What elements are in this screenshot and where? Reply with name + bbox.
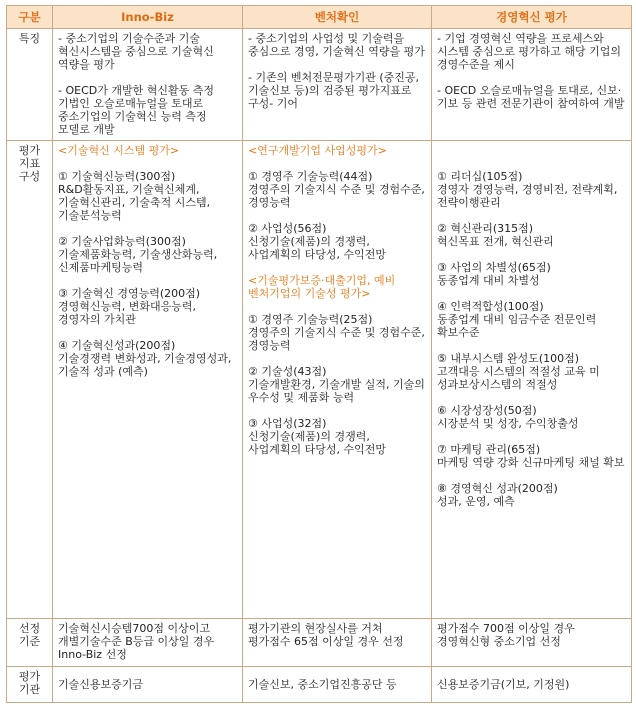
innobiz-item-3-title: ③ 기술혁신 경영능력(200점) <box>58 287 201 300</box>
innobiz-item-4-desc: 기술경쟁력 변화성과, 기술경영성과, 기술적 성과 (예측) <box>58 352 232 378</box>
cell-indicators-venture <box>243 141 432 619</box>
cell-indicators-mgmt <box>432 141 632 619</box>
cell-features-venture <box>243 29 432 141</box>
features-innobiz-line3: - OECD가 개발한 혁신활동 측정 기법인 오슬로매뉴얼을 토대로 중소기업의 기술혁신 능력 측정 모델로 개발 <box>58 84 214 136</box>
cell-features-mgmt <box>432 29 632 141</box>
row-features <box>7 29 632 141</box>
venture-s2-item-1-desc: 경영주의 기술지식 수준 및 경험수준, 경영능력 <box>248 326 425 352</box>
criteria-label-1: 선정 <box>18 622 41 635</box>
venture-s1-item-2-desc: 신청기술(제품)의 경쟁력, 사업계획의 타당성, 수익전망 <box>248 235 387 261</box>
venture-s1-item-1-desc: 경영주의 기술지식 수준 및 경험수준, 경영능력 <box>248 183 425 209</box>
indicators-label-2: 지표 <box>18 157 41 170</box>
mgmt-item-8-desc: 성과, 운영, 예측 <box>437 495 515 508</box>
features-mgmt-line1: - 기업 경영혁신 역량을 프로세스와 시스템 중심으로 평가하고 해당 기업의 경영수준을 제시 <box>437 32 622 71</box>
mgmt-item-7-title: ⑦ 마케팅 관리(65점) <box>437 443 541 456</box>
mgmt-item-6-desc: 시장분석 및 성장, 수익창출성 <box>437 417 579 430</box>
header-venture: 벤처확인 <box>243 6 432 29</box>
row-indicators <box>7 141 632 619</box>
mgmt-item-4-desc: 동종업계 대비 임금수준 전문인력 확보수준 <box>437 313 597 339</box>
features-mgmt-line2 <box>437 71 626 84</box>
innobiz-section-title: <기술혁신 시스템 평가> <box>58 144 180 157</box>
cell-agency-venture: 기술신보, 중소기업진흥공단 등 <box>243 667 432 703</box>
cell-indicators-innobiz <box>53 141 243 619</box>
innobiz-item-2-desc: 기술제품화능력, 기술생산화능력, 신제품마케팅능력 <box>58 248 218 274</box>
features-mgmt-line3: - OECD 오슬로매뉴얼을 토대로, 신보·기보 등 관련 전문기관이 참여하여 개발 <box>437 84 625 110</box>
row-label-indicators <box>7 141 53 619</box>
header-category: 구분 <box>7 6 53 29</box>
header-mgmt: 경영혁신 평가 <box>432 6 632 29</box>
indicators-label-1: 평가 <box>18 144 41 157</box>
mgmt-item-4-title: ④ 인력적합성(100점) <box>437 300 544 313</box>
features-venture-line1: - 중소기업의 사업성 및 기술력을 중심으로 경영, 기술혁신 역량을 평가 <box>248 32 425 58</box>
venture-s1-item-2-title: ② 사업성(56점) <box>248 222 327 235</box>
mgmt-item-2-desc: 혁신목표 전개, 혁신관리 <box>437 235 554 248</box>
features-innobiz-line2 <box>58 71 237 84</box>
indicators-label-3: 구성 <box>18 170 41 183</box>
row-criteria <box>7 619 632 667</box>
comparison-table <box>6 5 632 703</box>
mgmt-item-5-desc: 고객대응 시스템의 적절성 교육 미 성과보상시스템의 적절성 <box>437 365 600 391</box>
innobiz-item-1-desc: R&D활동지표, 기술혁신체계, 기술혁신관리, 기술축적 시스템, 기술분석능력 <box>58 183 211 222</box>
row-label-agency <box>7 667 53 703</box>
mgmt-item-8-title: ⑧ 경영혁신 성과(200점) <box>437 482 558 495</box>
venture-s2-item-2-desc: 기술개발환경, 기술개발 실적, 기술의 우수성 및 제품화 능력 <box>248 378 425 404</box>
venture-section2-title: <기술평가보증·대출기업, 예비 벤처기업의 기술성 평가> <box>248 274 396 300</box>
cell-agency-innobiz: 기술신용보증기금 <box>53 667 243 703</box>
innobiz-item-3-desc: 경영혁신능력, 변화대응능력, 경영자의 가치관 <box>58 300 197 326</box>
mgmt-item-1-title: ① 리더십(105점) <box>437 170 523 183</box>
cell-features-innobiz <box>53 29 243 141</box>
cell-criteria-innobiz: 기술혁신시승템700점 이상이고 개별기술수준 B등급 이상일 경우 Inno-Biz 선정 <box>53 619 243 667</box>
header-row <box>7 6 632 29</box>
mgmt-item-2-title: ② 혁신관리(315점) <box>437 222 534 235</box>
agency-label-1: 평가 <box>18 670 41 683</box>
venture-s2-item-3-desc: 신청기술(제품)의 경쟁력, 사업계획의 타당성, 수익전망 <box>248 430 387 456</box>
mgmt-item-3-title: ③ 사업의 차별성(65점) <box>437 261 551 274</box>
cell-criteria-venture: 평가기관의 현장실사를 거쳐 평가점수 65점 이상일 경우 선정 <box>243 619 432 667</box>
innobiz-item-2-title: ② 기술사업화능력(300점) <box>58 235 186 248</box>
mgmt-item-1-desc: 경영자 경영능력, 경영비전, 전략계획, 전략이행관리 <box>437 183 618 209</box>
mgmt-item-6-title: ⑥ 시장성장성(50점) <box>437 404 537 417</box>
criteria-label-2: 기준 <box>18 635 41 648</box>
agency-label-2: 기관 <box>18 683 41 696</box>
mgmt-item-7-desc: 마케팅 역량 강화 신규마케팅 채널 확보 <box>437 456 625 469</box>
venture-section1-title: <연구개발기업 사업성평가> <box>248 144 387 157</box>
row-label-criteria <box>7 619 53 667</box>
features-venture-line2 <box>248 58 426 71</box>
innobiz-item-4-title: ④ 기술혁신성과(200점) <box>58 339 176 352</box>
innobiz-item-1-title: ① 기술혁신능력(300점) <box>58 170 176 183</box>
mgmt-item-5-title: ⑤ 내부시스템 완성도(100점) <box>437 352 580 365</box>
venture-s1-item-1-title: ① 경영주 기술능력(44점) <box>248 170 373 183</box>
features-innobiz-line1: - 중소기업의 기술수준과 기술 혁신시스템을 중심으로 기술혁신 역량을 평가 <box>58 32 214 71</box>
row-agency <box>7 667 632 703</box>
mgmt-item-3-desc: 동종업계 대비 차별성 <box>437 274 540 287</box>
venture-s2-item-3-title: ③ 사업성(32점) <box>248 417 327 430</box>
row-label-features: 특징 <box>7 29 53 141</box>
venture-s2-item-2-title: ② 기술성(43점) <box>248 365 327 378</box>
cell-agency-mgmt: 신용보증기금(기보, 기정원) <box>432 667 632 703</box>
header-innobiz: Inno-Biz <box>53 6 243 29</box>
cell-criteria-mgmt: 평가점수 700점 이상일 경우 경영혁신형 중소기업 선정 <box>432 619 632 667</box>
features-venture-line3: - 기존의 벤처전문평가기관 (중진공, 기술신보 등)의 검증된 평가지표로 구성- 기어 <box>248 71 420 110</box>
venture-s2-item-1-title: ① 경영주 기술능력(25점) <box>248 313 373 326</box>
